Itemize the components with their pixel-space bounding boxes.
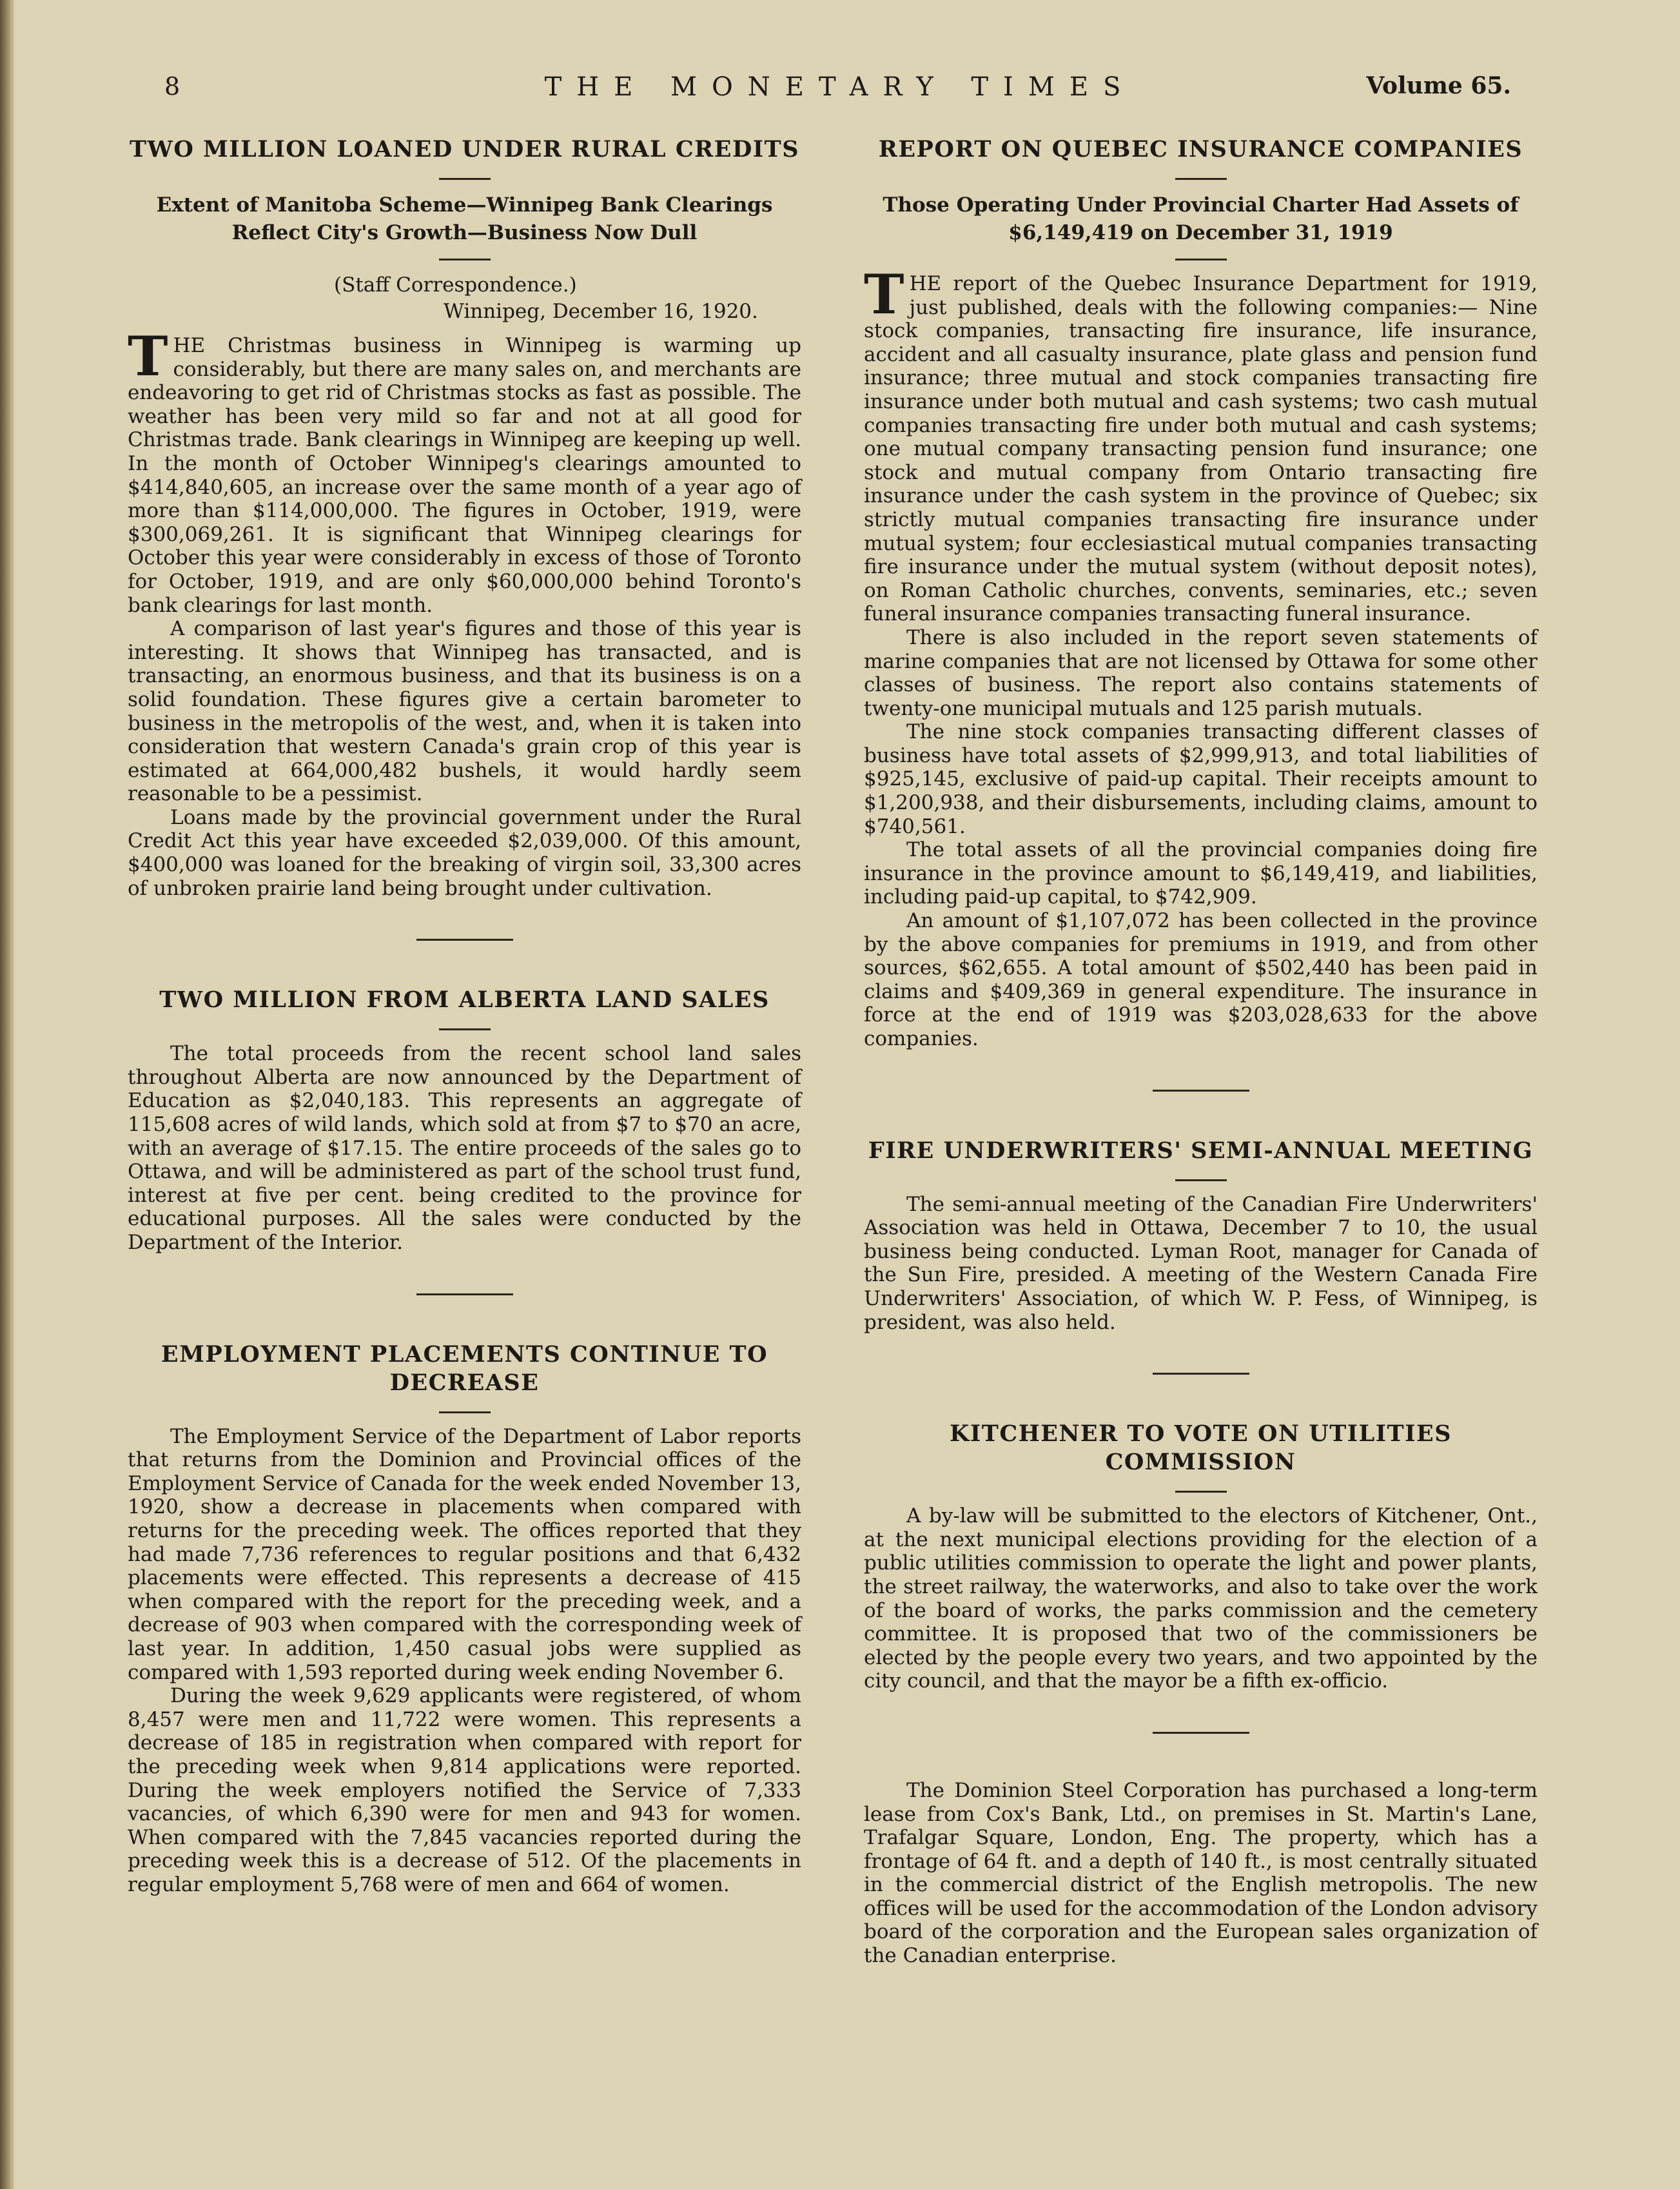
page-edge-shadow (0, 0, 14, 2189)
paragraph: The total proceeds from the recent school land sales throughout Alberta are now announced by the Department of Education as $2,040,183. This represents an aggregate of 115,608 acres of wild lands, which sold at from $7 to $70 an acre, with an average of $17.15. The entire proceeds of the sales go to Ottawa, and will be administered as part of the school trust fund, interest at five per cent. being credited to the province for educational purposes. All the sales were conducted by the Department of the Interior. (128, 1042, 801, 1254)
paragraph: A comparison of last year's figures and those of this year is interesting. It shows that Winnipeg has transacted, and is transacting, an enormous business, and that its business is on a solid foundation. These figures give a certain barometer to business in the metropolis of the west, and, when it is taken into consideration that western Canada's grain crop of this year is estimated at 664,000,482 bushels, it would hardly seem reasonable to be a pessimist. (128, 617, 801, 806)
article-kitchener-utilities (864, 1420, 1538, 1693)
drop-cap: T (864, 262, 904, 326)
page-header (0, 72, 1680, 111)
paragraph: The nine stock companies transacting different classes of business have total assets of $2,999,913, and total liabilities of $925,145, exclusive of paid-up capital. Their receipts amount to $1,200,938, and their disbursements, including claims, amount to $740,561. (864, 720, 1538, 838)
section-divider (416, 1293, 513, 1295)
paragraph: A by-law will be submitted to the electors of Kitchener, Ont., at the next municipal elections providing for the election of a public utilities commission to operate the light and power plants, the street railway, the waterworks, and also to take over the work of the board of works, the parks commission and the cemetery committee. It is proposed that two of the commissioners be elected by the people every two years, and two appointed by the city council, and that the mayor be a fifth ex-officio. (864, 1504, 1538, 1693)
article-title: KITCHENER TO VOTE ON UTILITIES COMMISSION (950, 1420, 1452, 1476)
article-title: REPORT ON QUEBEC INSURANCE COMPANIES (878, 136, 1523, 162)
divider (1175, 259, 1227, 260)
article-subtitle: Extent of Manitoba Scheme—Winnipeg Bank Clearings Reflect City's Growth—Business Now Dull (156, 193, 773, 244)
drop-cap: T (128, 324, 168, 388)
article-subtitle: Those Operating Under Provincial Charter Had Assets of $6,149,419 on December 31, 1919 (883, 193, 1519, 244)
article-employment-placements (128, 1340, 801, 1897)
divider (1175, 1491, 1227, 1493)
dateline: Winnipeg, December 16, 1920. (444, 300, 758, 323)
article-title: TWO MILLION FROM ALBERTA LAND SALES (159, 987, 770, 1014)
article-fire-underwriters (864, 1137, 1538, 1335)
paragraph: The total assets of all the provincial companies doing fire insurance in the province amount to $6,149,419, and liabilities, including paid-up capital, to $742,909. (864, 838, 1538, 909)
article-title: TWO MILLION LOANED UNDER RURAL CREDITS (130, 136, 799, 162)
article-title: EMPLOYMENT PLACEMENTS CONTINUE TO DECREASE (161, 1340, 768, 1396)
left-column (128, 135, 801, 1896)
article-quebec-insurance (864, 135, 1538, 1051)
divider (439, 1411, 491, 1413)
section-divider (1153, 1732, 1249, 1734)
section-divider (416, 939, 513, 941)
paragraph (864, 262, 1538, 626)
dateline-block (128, 272, 801, 325)
divider (1175, 1179, 1227, 1181)
paragraph: There is also included in the report seven statements of marine companies that are not licensed by Ottawa for some other classes of business. The report also contains statements of twenty-one municipal mutuals and 125 parish mutuals. (864, 625, 1538, 720)
paragraph: The Employment Service of the Department of Labor reports that returns from the Dominion and Provincial offices of the Employment Service of Canada for the week ended November 13, 1920, show a decrease in placements when compared with returns for the preceding week. The offices reported that they had made 7,736 references to regular positions and that 6,432 placements were effected. This represents a decrease of 415 when compared with the report for the preceding week, and a decrease of 903 when compared with the corresponding week of last year. In addition, 1,450 casual jobs were supplied as compared with 1,593 reported during week ending November 6. (128, 1424, 801, 1684)
right-column (864, 135, 1538, 1968)
paragraph: The Dominion Steel Corporation has purchased a long-term lease from Cox's Bank, Ltd., on premises in St. Martin's Lane, Trafalgar Square, London, Eng. The property, which has a frontage of 64 ft. and a depth of 140 ft., is most centrally situated in the commercial district of the English metropolis. The new offices will be used for the accommodation of the London advisory board of the corporation and the European sales organization of the Canadian enterprise. (864, 1778, 1538, 1968)
article-alberta-land-sales (128, 986, 801, 1254)
divider (439, 259, 491, 260)
paragraph-text: HE Christmas business in Winnipeg is warming up considerably, but there are many sales on, and merchants are endeavoring to get rid of Christmas stocks as fast as possible. The weather has been very mild so far and not at all good for Christmas trade. Bank clearings in Winnipeg are keeping up well. In the month of October Winnipeg's clearings amounted to $414,840,605, an increase over the same month of a year ago of more than $114,000,000. The figures in October, 1919, were $300,069,261. It is significant that Winnipeg clearings for October this year were considerably in excess of those of Toronto for October, 1919, and are only $60,000,000 behind Toronto's bank clearings for last month. (128, 334, 801, 617)
volume-label: Volume 65. (1366, 72, 1511, 99)
divider (439, 178, 491, 180)
section-divider (1153, 1090, 1249, 1092)
byline: (Staff Correspondence.) (334, 273, 577, 297)
paragraph: Loans made by the provincial government under the Rural Credit Act this year have exceeded $2,039,000. Of this amount, $400,000 was loaned for the breaking of virgin soil, 33,300 acres of unbroken prairie land being brought under cultivation. (128, 805, 801, 900)
divider (1175, 178, 1227, 180)
paragraph (128, 324, 801, 617)
page-number: 8 (164, 72, 181, 101)
article-title: FIRE UNDERWRITERS' SEMI-ANNUAL MEETING (868, 1137, 1534, 1164)
journal-title: THE MONETARY TIMES (544, 72, 1136, 102)
paragraph: During the week 9,629 applicants were registered, of whom 8,457 were men and 11,722 were women. This represents a decrease of 185 in registration when compared with report for the preceding week when 9,814 applications were reported. During the week employers notified the Service of 7,333 vacancies, of which 6,390 were for men and 943 for women. When compared with the 7,845 vacancies reported during the preceding week this is a decrease of 512. Of the placements in regular employment 5,768 were of men and 664 of women. (128, 1684, 801, 1896)
article-rural-credits (128, 135, 801, 900)
paragraph: An amount of $1,107,072 has been collected in the province by the above companies for premiums in 1919, and from other sources, $62,655. A total amount of $502,440 has been paid in claims and $409,369 in general expenditure. The insurance in force at the end of 1919 was $203,028,633 for the above companies. (864, 909, 1538, 1050)
divider (439, 1028, 491, 1030)
section-divider (1153, 1373, 1249, 1375)
paragraph-text: HE report of the Quebec Insurance Department for 1919, just published, deals with the following companies:— Nine stock companies, transacting fire insurance, life insurance, accident and all casualty insurance, plate glass and pension fund insurance; three mutual and stock companies transacting fire insurance under both mutual and cash systems; two cash mutual companies transacting fire under both mutual and cash systems; one mutual company transacting pension fund insurance; one stock and mutual company from Ontario transacting fire insurance under the cash system in the province of Quebec; six strictly mutual companies transacting fire insurance under mutual system; four ecclesiastical mutual companies transacting fire insurance under the mutual system (without deposit notes), on Roman Catholic churches, convents, seminaries, etc.; seven funeral insurance companies transacting funeral insurance. (864, 272, 1538, 626)
article-dominion-steel (864, 1779, 1538, 1968)
paragraph: The semi-annual meeting of the Canadian Fire Underwriters' Association was held in Ottawa, December 7 to 10, the usual business being conducted. Lyman Root, manager for Canada of the Sun Fire, presided. A meeting of the Western Canada Fire Underwriters' Association, of which W. P. Fess, of Winnipeg, is president, was also held. (864, 1192, 1538, 1334)
